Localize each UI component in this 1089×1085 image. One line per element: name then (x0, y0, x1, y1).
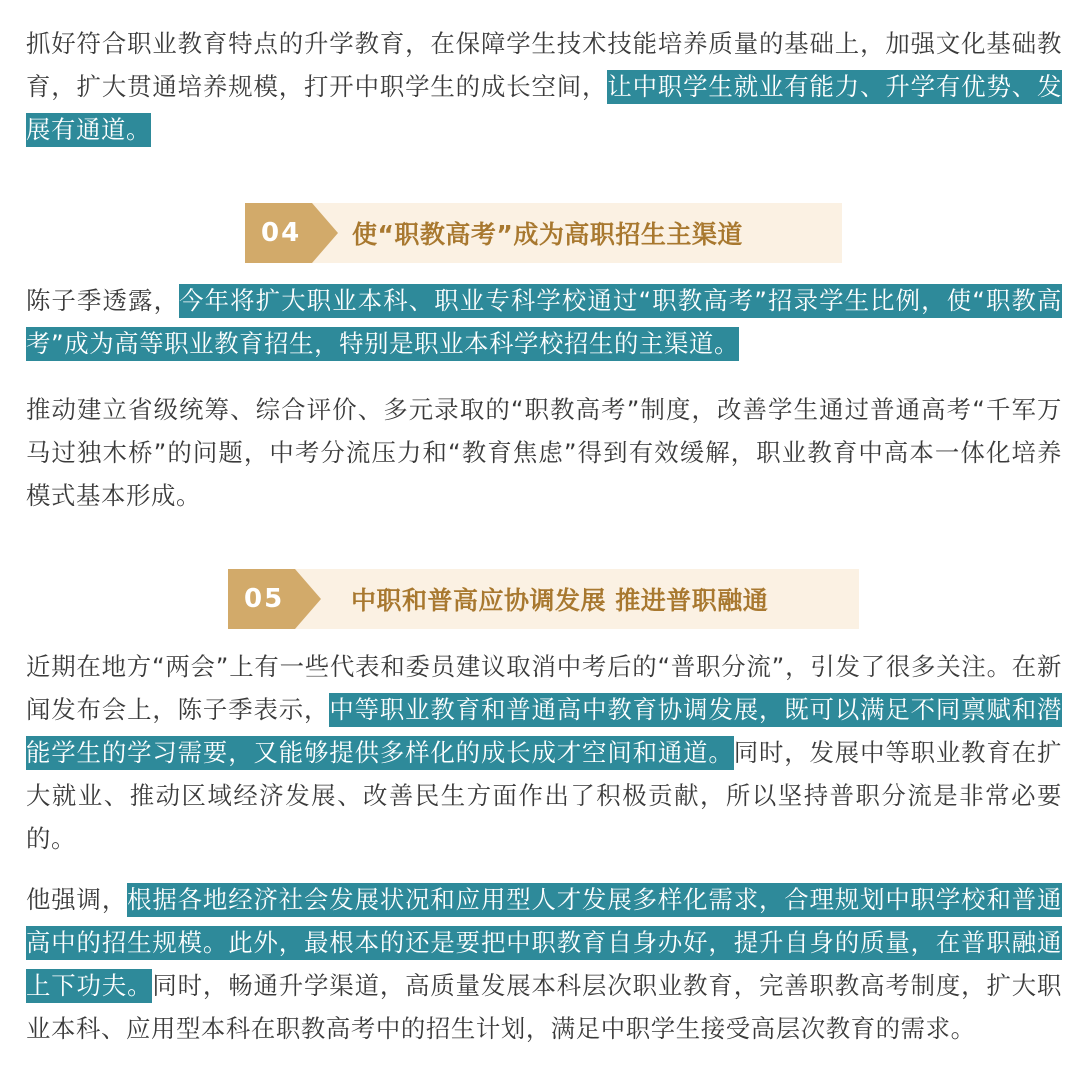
paragraph-text: 抓好符合职业教育特点的升学教育，在保障学生技术技能培养质量的基础上，加强文化基础教育，扩大贯通培养规模，打开中职学生的成长空间， (26, 29, 1062, 101)
paragraph-chen-ziji-reveal (26, 279, 1062, 365)
section-number: 04 (261, 218, 302, 248)
paragraph-text: 他强调， (26, 885, 128, 914)
highlighted-text: 根据各地经济社会发展状况和应用型人才发展多样化需求，合理规划中职学校和普通高中的招生规模。此外，最根本的还是要把中职教育自身办好，提升自身的质量，在普职融通上下功夫。 (26, 883, 1062, 1003)
section-title-text: 中职和普高应协调发展 推进普职融通 (351, 586, 769, 615)
paragraph-text: 陈子季透露， (26, 286, 180, 315)
paragraph-exam-system (26, 388, 1062, 517)
paragraph-text: 同时，发展中等职业教育在扩大就业、推动区域经济发展、改善民生方面作出了积极贡献，所以坚持普职分流是非常必要的。 (26, 738, 1062, 853)
section-header-05 (228, 569, 859, 629)
section-title (312, 203, 842, 263)
highlighted-text: 中等职业教育和普通高中教育协调发展，既可以满足不同禀赋和潜能学生的学习需要，又能够提供多样化的成长成才空间和通道。 (26, 693, 1062, 770)
section-header-04 (245, 203, 842, 263)
paragraph-vocational-admission (26, 22, 1062, 151)
paragraph-emphasis (26, 878, 1062, 1050)
section-title-text: 使“职教高考”成为高职招生主渠道 (352, 220, 743, 249)
section-number-badge (245, 203, 312, 263)
section-title (295, 569, 859, 629)
section-number: 05 (244, 584, 285, 614)
paragraph-text: 同时，畅通升学渠道，高质量发展本科层次职业教育，完善职教高考制度，扩大职业本科、应用型本科在职教高考中的招生计划，满足中职学生接受高层次教育的需求。 (26, 971, 1062, 1043)
paragraph-text: 近期在地方“两会”上有一些代表和委员建议取消中考后的“普职分流”，引发了很多关注。在新闻发布会上，陈子季表示， (26, 652, 1062, 724)
section-number-badge (228, 569, 295, 629)
paragraph-streaming-debate (26, 645, 1062, 860)
highlighted-text: 让中职学生就业有能力、升学有优势、发展有通道。 (26, 70, 1062, 147)
highlighted-text: 今年将扩大职业本科、职业专科学校通过“职教高考”招录学生比例，使“职教高考”成为高等职业教育招生，特别是职业本科学校招生的主渠道。 (26, 284, 1062, 361)
paragraph-text: 推动建立省级统筹、综合评价、多元录取的“职教高考”制度，改善学生通过普通高考“千军万马过独木桥”的问题，中考分流压力和“教育焦虑”得到有效缓解，职业教育中高本一体化培养模式基本形成。 (26, 395, 1062, 510)
